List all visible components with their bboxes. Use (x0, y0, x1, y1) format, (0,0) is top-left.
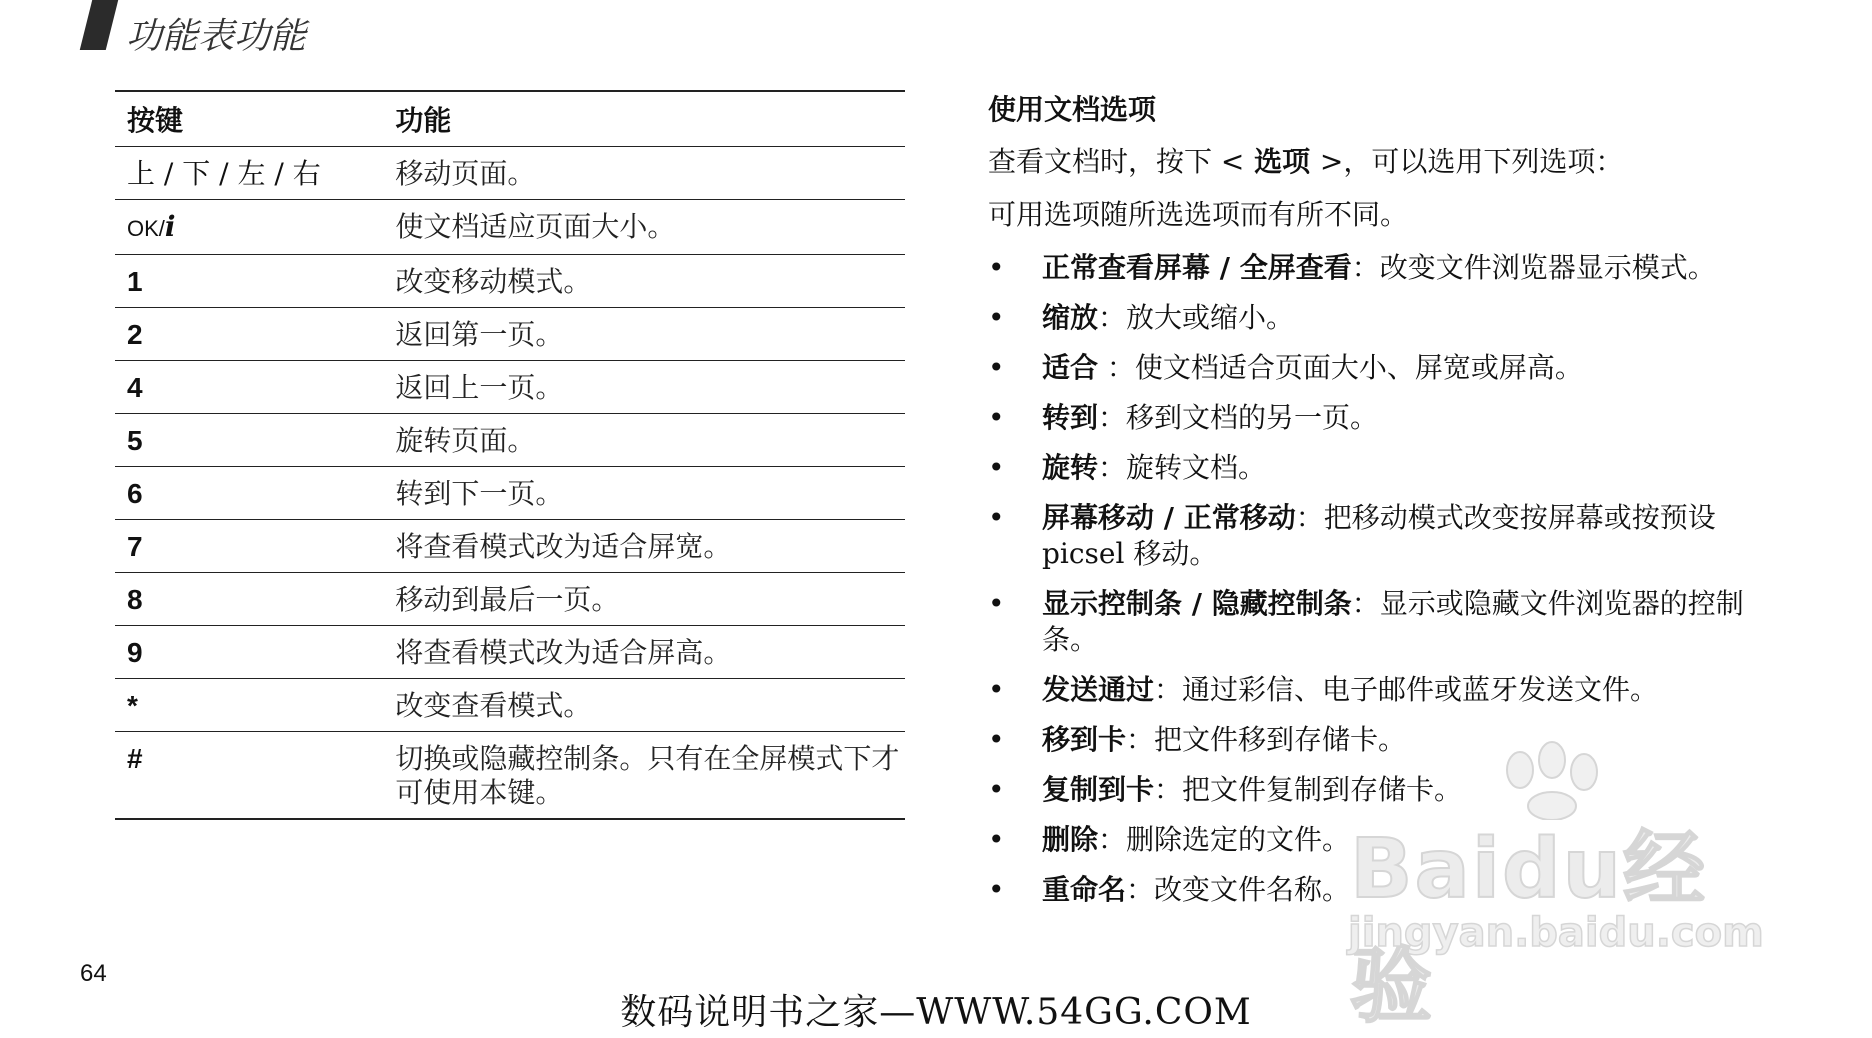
footer-site-text: 数码说明书之家—WWW.54GG.COM (620, 992, 1252, 1033)
function-cell: 返回第一页。 (383, 308, 905, 361)
bullet: • (988, 401, 1005, 434)
ok-key-label: OK/ (127, 216, 165, 241)
info-i-icon: 𝒊 (164, 210, 176, 243)
option-name: 缩放 (1042, 301, 1099, 334)
option-desc: ：改变文件浏览器显示模式。 (1351, 251, 1716, 284)
table-row (115, 255, 905, 308)
intro-text-before: 查看文档时，按下 < (988, 145, 1245, 178)
option-name: 重命名 (1042, 873, 1127, 906)
list-item (988, 586, 1788, 658)
option-desc: ：通过彩信、电子邮件或蓝牙发送文件。 (1154, 673, 1659, 706)
function-cell: 返回上一页。 (383, 361, 905, 414)
options-softkey-label: 选项 (1244, 145, 1320, 178)
table-row (115, 520, 905, 573)
key-cell: 5 (115, 414, 383, 467)
bullet: • (988, 251, 1005, 284)
list-item (988, 672, 1788, 708)
option-name: 转到 (1042, 401, 1099, 434)
option-desc: ：删除选定的文件。 (1098, 823, 1351, 856)
option-name: 移到卡 (1042, 723, 1127, 756)
key-function-table (115, 90, 905, 820)
key-cell: 上 / 下 / 左 / 右 (115, 147, 383, 200)
bullet: • (988, 451, 1005, 484)
key-cell: # (115, 732, 383, 820)
table-row (115, 414, 905, 467)
option-name: 适合 (1042, 351, 1099, 384)
option-desc: ：放大或缩小。 (1098, 301, 1295, 334)
bullet: • (988, 723, 1005, 756)
note-paragraph: 可用选项随所选选项而有所不同。 (988, 198, 1409, 231)
function-cell: 使文档适应页面大小。 (383, 200, 905, 255)
bullet: • (988, 673, 1005, 706)
watermark-url: jingyan.baidu.com (1348, 910, 1764, 956)
list-item (988, 450, 1788, 486)
key-cell: 9 (115, 626, 383, 679)
option-desc: ：改变文件名称。 (1126, 873, 1351, 906)
key-cell: 6 (115, 467, 383, 520)
function-cell: 移动到最后一页。 (383, 573, 905, 626)
list-item (988, 350, 1788, 386)
option-name: 正常查看屏幕 / 全屏查看 (1042, 251, 1352, 284)
key-cell: 2 (115, 308, 383, 361)
list-item (988, 250, 1788, 286)
table-row (115, 573, 905, 626)
function-cell: 改变查看模式。 (383, 679, 905, 732)
table-row (115, 732, 905, 820)
option-name: 屏幕移动 / 正常移动 (1042, 501, 1296, 534)
option-name: 显示控制条 / 隐藏控制条 (1042, 587, 1352, 620)
function-cell: 将查看模式改为适合屏高。 (383, 626, 905, 679)
bullet: • (988, 773, 1005, 806)
bullet: • (988, 873, 1005, 906)
baidu-jingyan-watermark (1340, 740, 1780, 1034)
table-row (115, 147, 905, 200)
table-row (115, 626, 905, 679)
bullet: • (988, 501, 1005, 534)
key-cell: 4 (115, 361, 383, 414)
function-cell: 改变移动模式。 (383, 255, 905, 308)
table-header-row (115, 91, 905, 147)
function-cell: 旋转页面。 (383, 414, 905, 467)
function-cell: 切换或隐藏控制条。只有在全屏模式下才可使用本键。 (383, 732, 905, 820)
list-item (988, 300, 1788, 336)
intro-paragraph (988, 144, 1788, 180)
column-header-function: 功能 (383, 91, 905, 147)
table-row (115, 361, 905, 414)
option-desc: ：把文件复制到存储卡。 (1154, 773, 1463, 806)
page-header-title: 功能表功能 (126, 16, 307, 57)
option-name: 发送通过 (1042, 673, 1155, 706)
option-desc: ：使文档适合页面大小、屏宽或屏高。 (1098, 351, 1583, 384)
key-cell (115, 200, 383, 255)
table-row (115, 467, 905, 520)
option-desc: ：显示或隐藏文件浏览器的控制条。 (1042, 587, 1744, 656)
bullet: • (988, 587, 1005, 620)
page-number: 64 (80, 960, 107, 987)
option-name: 删除 (1042, 823, 1099, 856)
option-desc: ：把文件移到存储卡。 (1126, 723, 1407, 756)
section-heading: 使用文档选项 (988, 93, 1157, 126)
watermark-brand: Baidu经验 (1350, 822, 1708, 1034)
intro-text-after: >，可以选用下列选项： (1319, 145, 1624, 178)
function-cell: 将查看模式改为适合屏宽。 (383, 520, 905, 573)
table-row (115, 679, 905, 732)
bullet: • (988, 823, 1005, 856)
key-cell: 1 (115, 255, 383, 308)
option-name: 旋转 (1042, 451, 1099, 484)
function-cell: 移动页面。 (383, 147, 905, 200)
list-item (988, 400, 1788, 436)
list-item (988, 500, 1788, 572)
header-bar (80, 0, 118, 50)
key-cell: 8 (115, 573, 383, 626)
key-cell: 7 (115, 520, 383, 573)
option-name: 复制到卡 (1042, 773, 1155, 806)
bullet: • (988, 301, 1005, 334)
column-header-key: 按键 (115, 91, 383, 147)
key-cell: * (115, 679, 383, 732)
function-cell: 转到下一页。 (383, 467, 905, 520)
option-desc: ：移到文档的另一页。 (1098, 401, 1379, 434)
bullet: • (988, 351, 1005, 384)
table-row (115, 308, 905, 361)
table-row (115, 200, 905, 255)
option-desc: ：旋转文档。 (1098, 451, 1267, 484)
option-desc: ：把移动模式改变按屏幕或按预设 picsel 移动。 (1042, 501, 1716, 570)
